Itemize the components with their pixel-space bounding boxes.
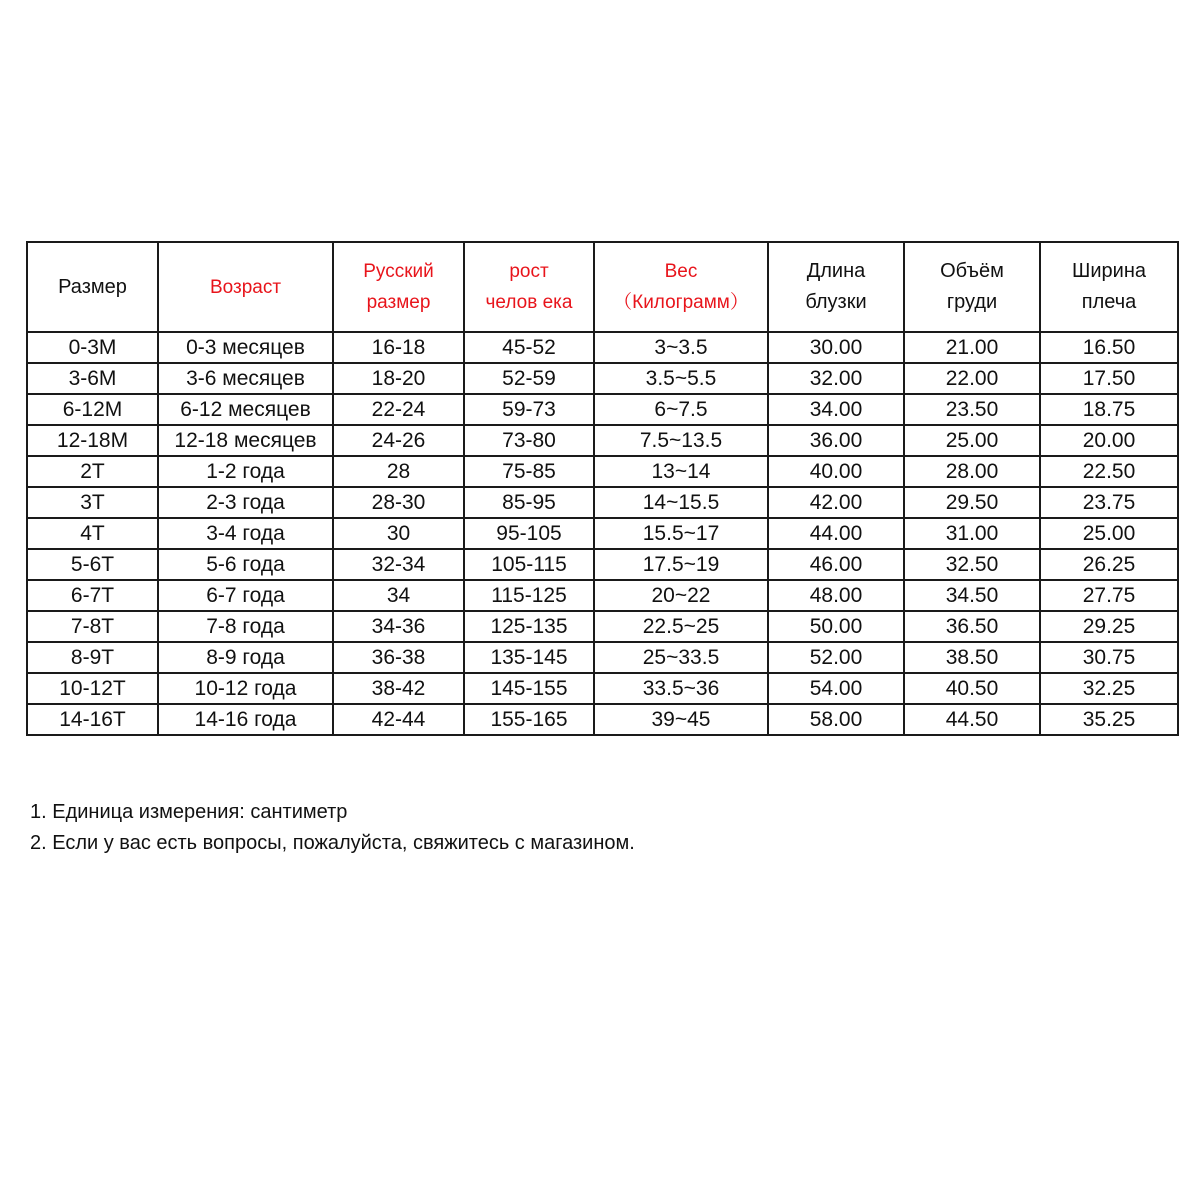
table-row [27, 394, 1178, 425]
cell-russian-size: 36-38 [333, 642, 464, 673]
cell-size: 7-8T [27, 611, 158, 642]
table-row [27, 611, 1178, 642]
cell-blouse-length: 36.00 [768, 425, 904, 456]
cell-chest: 22.00 [904, 363, 1040, 394]
cell-size: 12-18M [27, 425, 158, 456]
cell-height: 155-165 [464, 704, 594, 735]
cell-russian-size: 22-24 [333, 394, 464, 425]
cell-russian-size: 18-20 [333, 363, 464, 394]
cell-russian-size: 30 [333, 518, 464, 549]
cell-age: 2-3 года [158, 487, 333, 518]
cell-shoulder-width: 35.25 [1040, 704, 1178, 735]
cell-height: 45-52 [464, 332, 594, 363]
cell-russian-size: 42-44 [333, 704, 464, 735]
cell-height: 125-135 [464, 611, 594, 642]
cell-blouse-length: 46.00 [768, 549, 904, 580]
cell-blouse-length: 48.00 [768, 580, 904, 611]
cell-height: 115-125 [464, 580, 594, 611]
cell-height: 75-85 [464, 456, 594, 487]
cell-shoulder-width: 25.00 [1040, 518, 1178, 549]
header-weight: Вес （Килограмм） [594, 242, 768, 332]
cell-chest: 21.00 [904, 332, 1040, 363]
table-row [27, 332, 1178, 363]
header-blouse-length: Длина блузки [768, 242, 904, 332]
cell-chest: 31.00 [904, 518, 1040, 549]
cell-age: 10-12 года [158, 673, 333, 704]
cell-weight: 33.5~36 [594, 673, 768, 704]
header-size: Размер [27, 242, 158, 332]
cell-size: 0-3M [27, 332, 158, 363]
cell-chest: 32.50 [904, 549, 1040, 580]
cell-shoulder-width: 26.25 [1040, 549, 1178, 580]
cell-russian-size: 24-26 [333, 425, 464, 456]
cell-age: 6-12 месяцев [158, 394, 333, 425]
table-row [27, 549, 1178, 580]
cell-shoulder-width: 18.75 [1040, 394, 1178, 425]
table-row [27, 642, 1178, 673]
notes [30, 797, 635, 859]
cell-russian-size: 38-42 [333, 673, 464, 704]
cell-size: 14-16T [27, 704, 158, 735]
cell-weight: 6~7.5 [594, 394, 768, 425]
cell-russian-size: 16-18 [333, 332, 464, 363]
cell-shoulder-width: 16.50 [1040, 332, 1178, 363]
table-row [27, 425, 1178, 456]
cell-size: 2T [27, 456, 158, 487]
cell-blouse-length: 52.00 [768, 642, 904, 673]
cell-weight: 25~33.5 [594, 642, 768, 673]
cell-age: 6-7 года [158, 580, 333, 611]
table-row [27, 580, 1178, 611]
cell-weight: 13~14 [594, 456, 768, 487]
cell-shoulder-width: 20.00 [1040, 425, 1178, 456]
table-row [27, 487, 1178, 518]
cell-chest: 38.50 [904, 642, 1040, 673]
cell-chest: 23.50 [904, 394, 1040, 425]
cell-weight: 17.5~19 [594, 549, 768, 580]
note-unit: 1. Единица измерения: сантиметр [30, 801, 348, 823]
cell-weight: 20~22 [594, 580, 768, 611]
cell-russian-size: 32-34 [333, 549, 464, 580]
cell-height: 105-115 [464, 549, 594, 580]
header-russian-size: Русский размер [333, 242, 464, 332]
cell-shoulder-width: 17.50 [1040, 363, 1178, 394]
cell-blouse-length: 42.00 [768, 487, 904, 518]
cell-age: 0-3 месяцев [158, 332, 333, 363]
cell-blouse-length: 34.00 [768, 394, 904, 425]
header-chest: Объём груди [904, 242, 1040, 332]
cell-age: 5-6 года [158, 549, 333, 580]
cell-height: 73-80 [464, 425, 594, 456]
cell-height: 85-95 [464, 487, 594, 518]
cell-weight: 15.5~17 [594, 518, 768, 549]
cell-age: 3-6 месяцев [158, 363, 333, 394]
cell-height: 95-105 [464, 518, 594, 549]
cell-chest: 40.50 [904, 673, 1040, 704]
cell-age: 3-4 года [158, 518, 333, 549]
cell-weight: 3~3.5 [594, 332, 768, 363]
cell-shoulder-width: 29.25 [1040, 611, 1178, 642]
cell-age: 7-8 года [158, 611, 333, 642]
cell-size: 6-12M [27, 394, 158, 425]
cell-russian-size: 34-36 [333, 611, 464, 642]
table-row [27, 456, 1178, 487]
cell-size: 3-6M [27, 363, 158, 394]
table-row [27, 704, 1178, 735]
cell-height: 52-59 [464, 363, 594, 394]
cell-blouse-length: 50.00 [768, 611, 904, 642]
cell-blouse-length: 32.00 [768, 363, 904, 394]
cell-russian-size: 28 [333, 456, 464, 487]
cell-blouse-length: 44.00 [768, 518, 904, 549]
cell-russian-size: 28-30 [333, 487, 464, 518]
cell-chest: 29.50 [904, 487, 1040, 518]
table-row [27, 518, 1178, 549]
cell-chest: 44.50 [904, 704, 1040, 735]
cell-weight: 7.5~13.5 [594, 425, 768, 456]
cell-chest: 25.00 [904, 425, 1040, 456]
cell-weight: 39~45 [594, 704, 768, 735]
cell-chest: 36.50 [904, 611, 1040, 642]
cell-size: 8-9T [27, 642, 158, 673]
size-chart-table [26, 241, 1179, 736]
header-age: Возраст [158, 242, 333, 332]
cell-age: 14-16 года [158, 704, 333, 735]
cell-size: 6-7T [27, 580, 158, 611]
note-contact: 2. Если у вас есть вопросы, пожалуйста, свяжитесь с магазином. [30, 832, 635, 854]
header-shoulder-width: Ширина плеча [1040, 242, 1178, 332]
cell-blouse-length: 54.00 [768, 673, 904, 704]
cell-weight: 22.5~25 [594, 611, 768, 642]
cell-russian-size: 34 [333, 580, 464, 611]
cell-shoulder-width: 32.25 [1040, 673, 1178, 704]
cell-shoulder-width: 30.75 [1040, 642, 1178, 673]
header-height: рост челов ека [464, 242, 594, 332]
cell-age: 12-18 месяцев [158, 425, 333, 456]
cell-blouse-length: 58.00 [768, 704, 904, 735]
cell-age: 8-9 года [158, 642, 333, 673]
cell-blouse-length: 40.00 [768, 456, 904, 487]
table-body [27, 332, 1178, 735]
table-row [27, 363, 1178, 394]
cell-size: 5-6T [27, 549, 158, 580]
cell-size: 10-12T [27, 673, 158, 704]
table-row [27, 673, 1178, 704]
cell-height: 135-145 [464, 642, 594, 673]
cell-shoulder-width: 27.75 [1040, 580, 1178, 611]
cell-size: 4T [27, 518, 158, 549]
cell-chest: 28.00 [904, 456, 1040, 487]
cell-weight: 3.5~5.5 [594, 363, 768, 394]
cell-age: 1-2 года [158, 456, 333, 487]
header-row [27, 242, 1178, 332]
cell-size: 3T [27, 487, 158, 518]
cell-weight: 14~15.5 [594, 487, 768, 518]
cell-blouse-length: 30.00 [768, 332, 904, 363]
cell-height: 59-73 [464, 394, 594, 425]
cell-chest: 34.50 [904, 580, 1040, 611]
cell-height: 145-155 [464, 673, 594, 704]
cell-shoulder-width: 23.75 [1040, 487, 1178, 518]
cell-shoulder-width: 22.50 [1040, 456, 1178, 487]
